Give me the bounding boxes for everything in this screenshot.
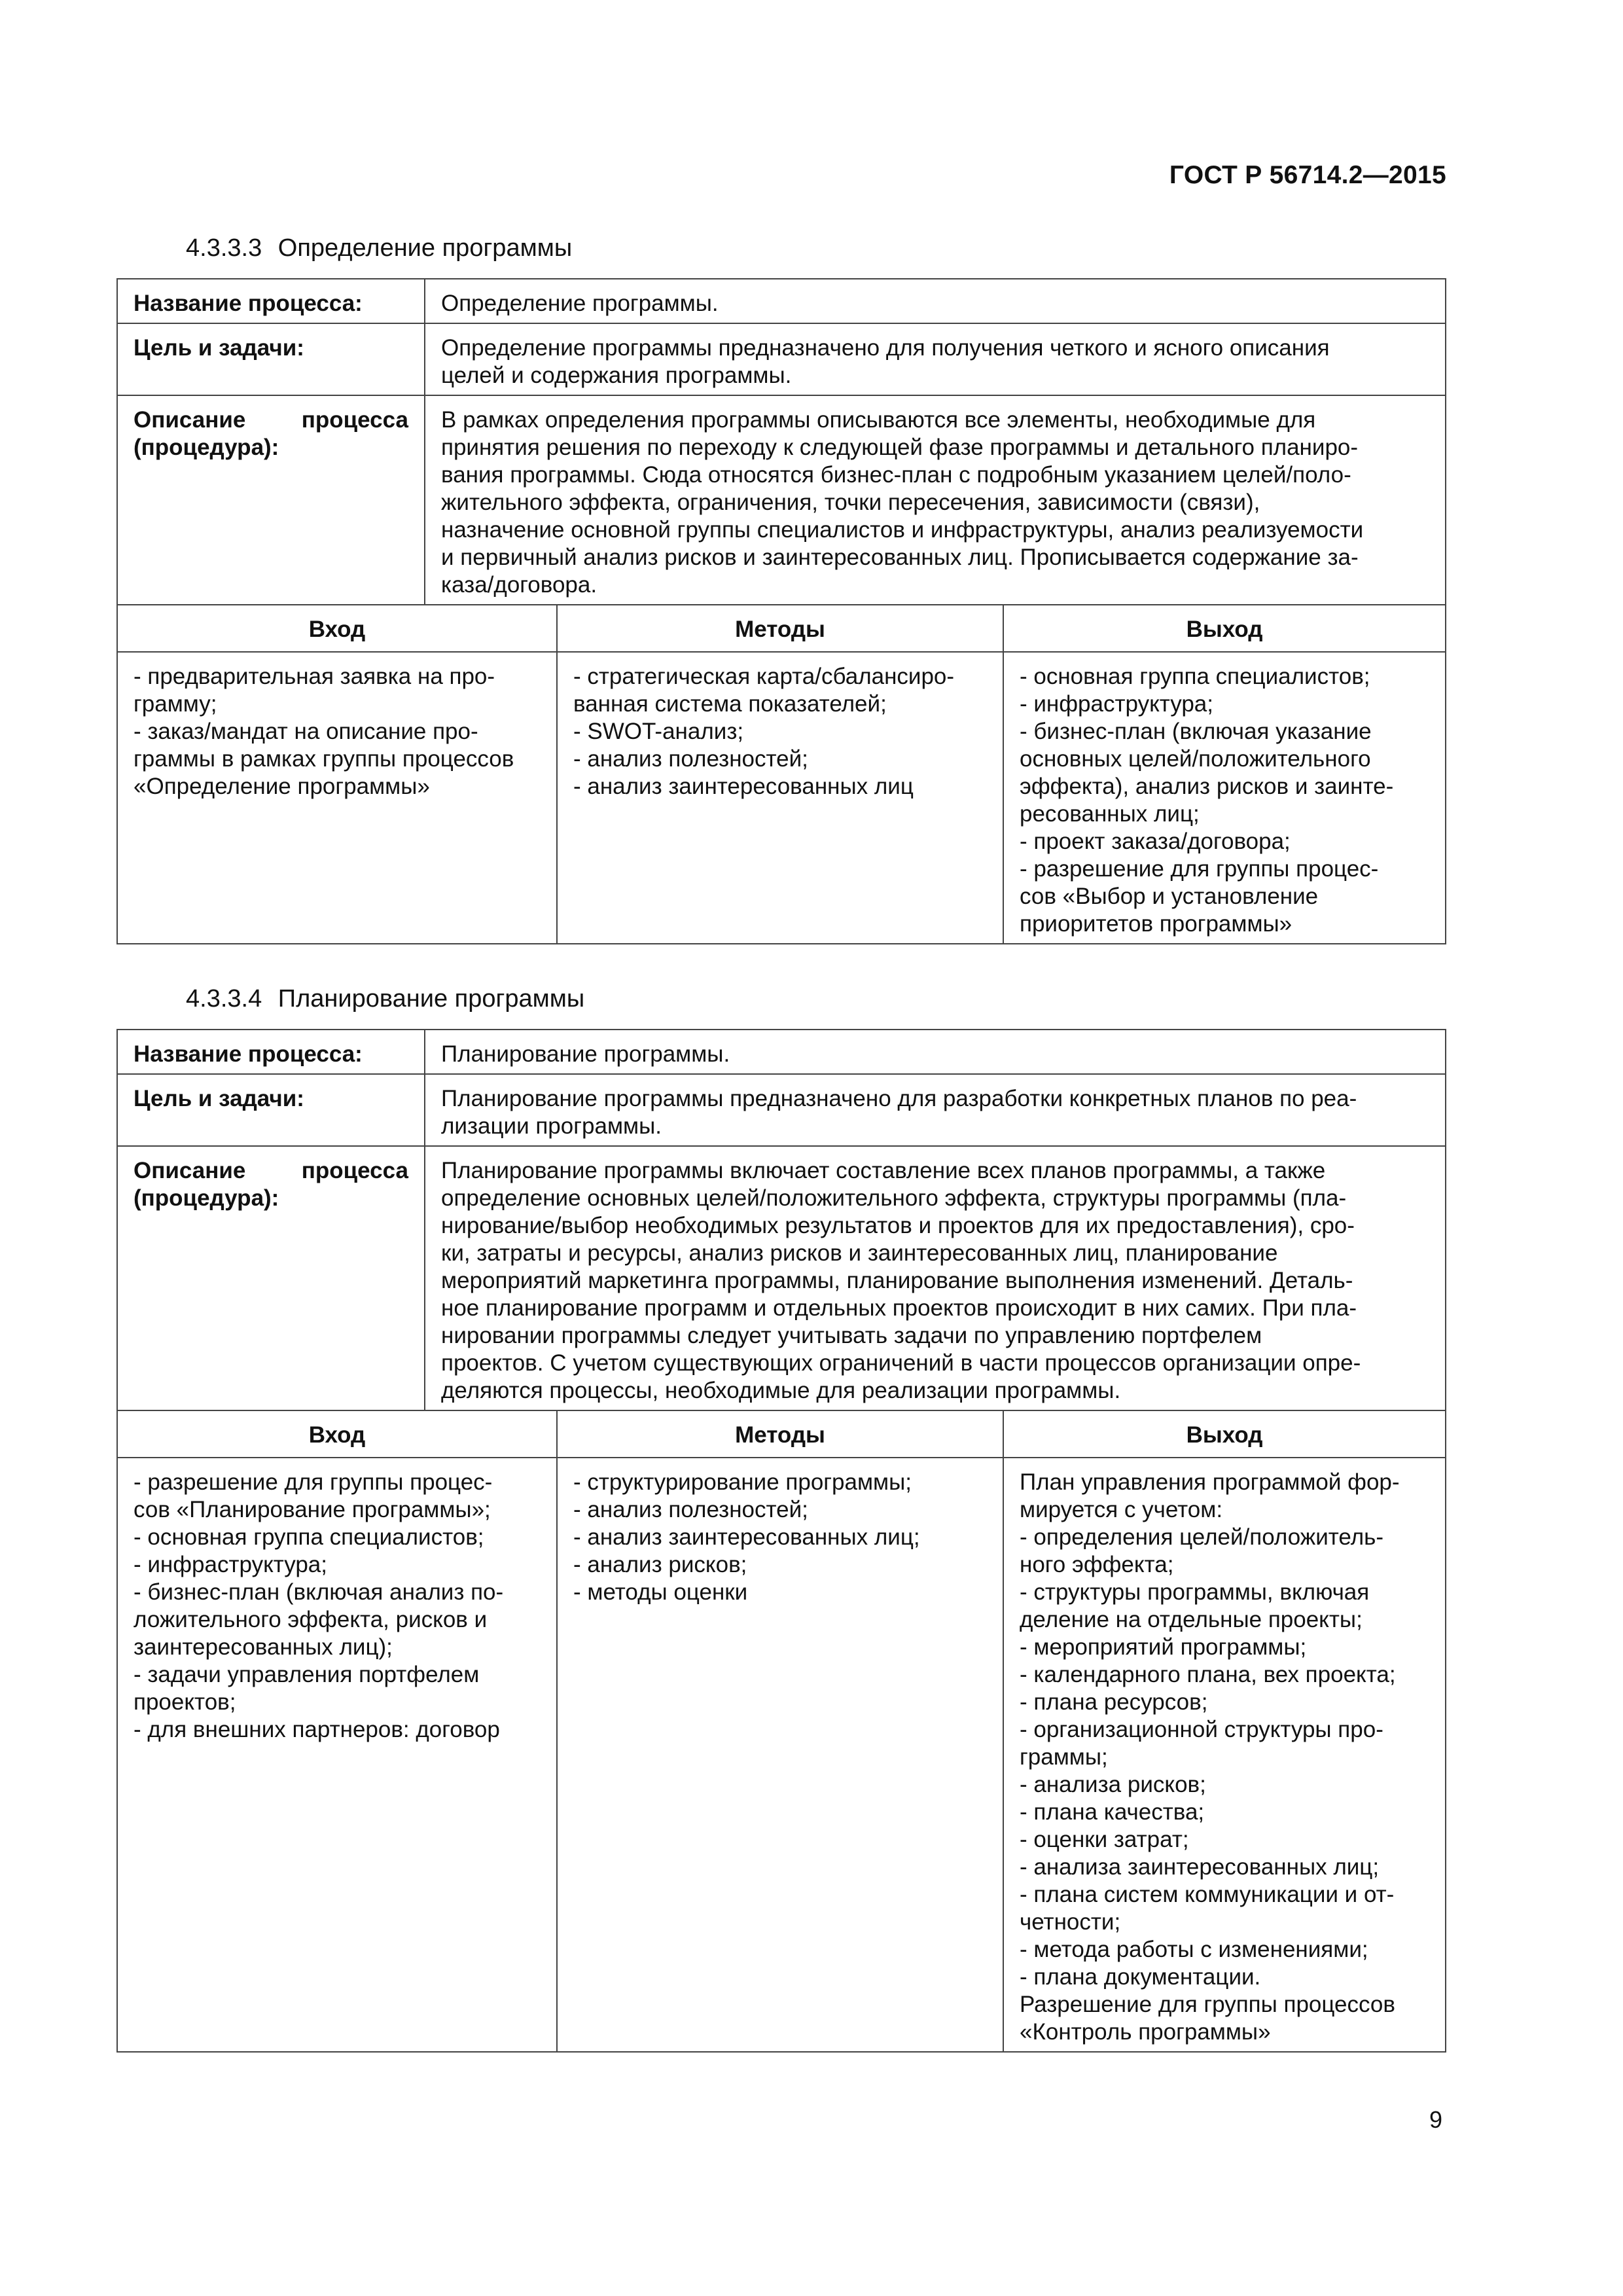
output-column-header: Выход xyxy=(1003,1410,1446,1458)
goal-value: Планирование программы предназначено для разработки конкретных планов по реа- лизации программы. xyxy=(425,1074,1446,1146)
process-name-row xyxy=(117,279,1446,323)
section-title-planning xyxy=(186,985,584,1013)
methods-cell: - стратегическая карта/сбалансиро- ванная система показателей; - SWOT-анализ; - анализ полезностей; - анализ заинтересованных лиц xyxy=(557,652,1003,944)
description-value: В рамках определения программы описываются все элементы, необходимые для принятия решения по переходу к следующей фазе программы и детального планиро- вания программы. Сюда относятся бизнес-план с подробным указанием целей/поло- жительного эффекта, ограничения, точки пересечения, зависимости (связи), назначение основной группы специалистов и инфраструктуры, анализ реализуемости и первичный анализ рисков и заинтересованных лиц. Прописывается содержание за- каза/договора. xyxy=(425,395,1446,605)
section-title-definition xyxy=(186,234,572,262)
methods-cell: - структурирование программы; - анализ полезностей; - анализ заинтересованных лиц; - анализ рисков; - методы оценки xyxy=(557,1458,1003,2052)
section-title-text: Планирование программы xyxy=(277,985,585,1013)
description-row xyxy=(117,395,1446,605)
document-header: ГОСТ Р 56714.2—2015 xyxy=(1169,161,1446,189)
description-label: Описание процесса (процедура): xyxy=(117,395,425,605)
process-name-value: Определение программы. xyxy=(425,279,1446,323)
columns-header-row xyxy=(117,605,1446,652)
goal-value: Определение программы предназначено для получения четкого и ясного описания целей и содержания программы. xyxy=(425,323,1446,395)
process-name-label: Название процесса: xyxy=(117,1030,425,1074)
process-table-definition xyxy=(116,278,1446,944)
process-name-row xyxy=(117,1030,1446,1074)
methods-column-header: Методы xyxy=(557,1410,1003,1458)
goal-row xyxy=(117,1074,1446,1146)
io-row xyxy=(117,1458,1446,2052)
output-cell: - основная группа специалистов; - инфраструктура; - бизнес-план (включая указание основных целей/положительного эффекта), анализ рисков и заинте- ресованных лиц; - проект заказа/договора; - разрешение для группы процес- сов «Выбор и установление приоритетов программы» xyxy=(1003,652,1446,944)
goal-row xyxy=(117,323,1446,395)
input-cell: - разрешение для группы процес- сов «Планирование программы»; - основная группа специалистов; - инфраструктура; - бизнес-план (включая анализ по- ложительного эффекта, рисков и заинтересованных лиц); - задачи управления портфелем проектов; - для внешних партнеров: договор xyxy=(117,1458,557,2052)
input-column-header: Вход xyxy=(117,605,557,652)
goal-label: Цель и задачи: xyxy=(117,1074,425,1146)
input-column-header: Вход xyxy=(117,1410,557,1458)
methods-column-header: Методы xyxy=(557,605,1003,652)
io-row xyxy=(117,652,1446,944)
section-number: 4.3.3.3 xyxy=(186,234,262,262)
process-name-value: Планирование программы. xyxy=(425,1030,1446,1074)
section-title-text: Определение программы xyxy=(277,234,573,262)
goal-label: Цель и задачи: xyxy=(117,323,425,395)
description-label: Описание процесса (процедура): xyxy=(117,1146,425,1410)
input-cell: - предварительная заявка на про- грамму; - заказ/мандат на описание про- граммы в рамках группы процессов «Определение программы» xyxy=(117,652,557,944)
page-number: 9 xyxy=(1429,2106,1443,2133)
output-cell: План управления программой фор- мируется с учетом: - определения целей/положитель- ного эффекта; - структуры программы, включая деление на отдельные проекты; - мероприятий программы; - календарного плана, вех проекта; - плана ресурсов; - организационной структуры про- граммы; - анализа рисков; - плана качества; - оценки затрат; - анализа заинтересованных лиц; - плана систем коммуникации и от- четности; - метода работы с изменениями; - плана документации. Разрешение для группы процессов «Контроль программы» xyxy=(1003,1458,1446,2052)
section-number: 4.3.3.4 xyxy=(186,985,262,1013)
process-table-planning xyxy=(116,1029,1446,2053)
output-column-header: Выход xyxy=(1003,605,1446,652)
description-row xyxy=(117,1146,1446,1410)
description-value: Планирование программы включает составление всех планов программы, а также определение основных целей/положительного эффекта, структуры программы (пла- нирование/выбор необходимых результатов и проектов для их предоставления), сро- ки, затраты и ресурсы, анализ рисков и заинтересованных лиц, планирование мероприятий маркетинга программы, планирование выполнения изменений. Деталь- ное планирование программ и отдельных проектов происходит в них самих. При пла- нировании программы следует учитывать задачи по управлению портфелем проектов. С учетом существующих ограничений в части процессов организации опре- деляются процессы, необходимые для реализации программы. xyxy=(425,1146,1446,1410)
columns-header-row xyxy=(117,1410,1446,1458)
process-name-label: Название процесса: xyxy=(117,279,425,323)
